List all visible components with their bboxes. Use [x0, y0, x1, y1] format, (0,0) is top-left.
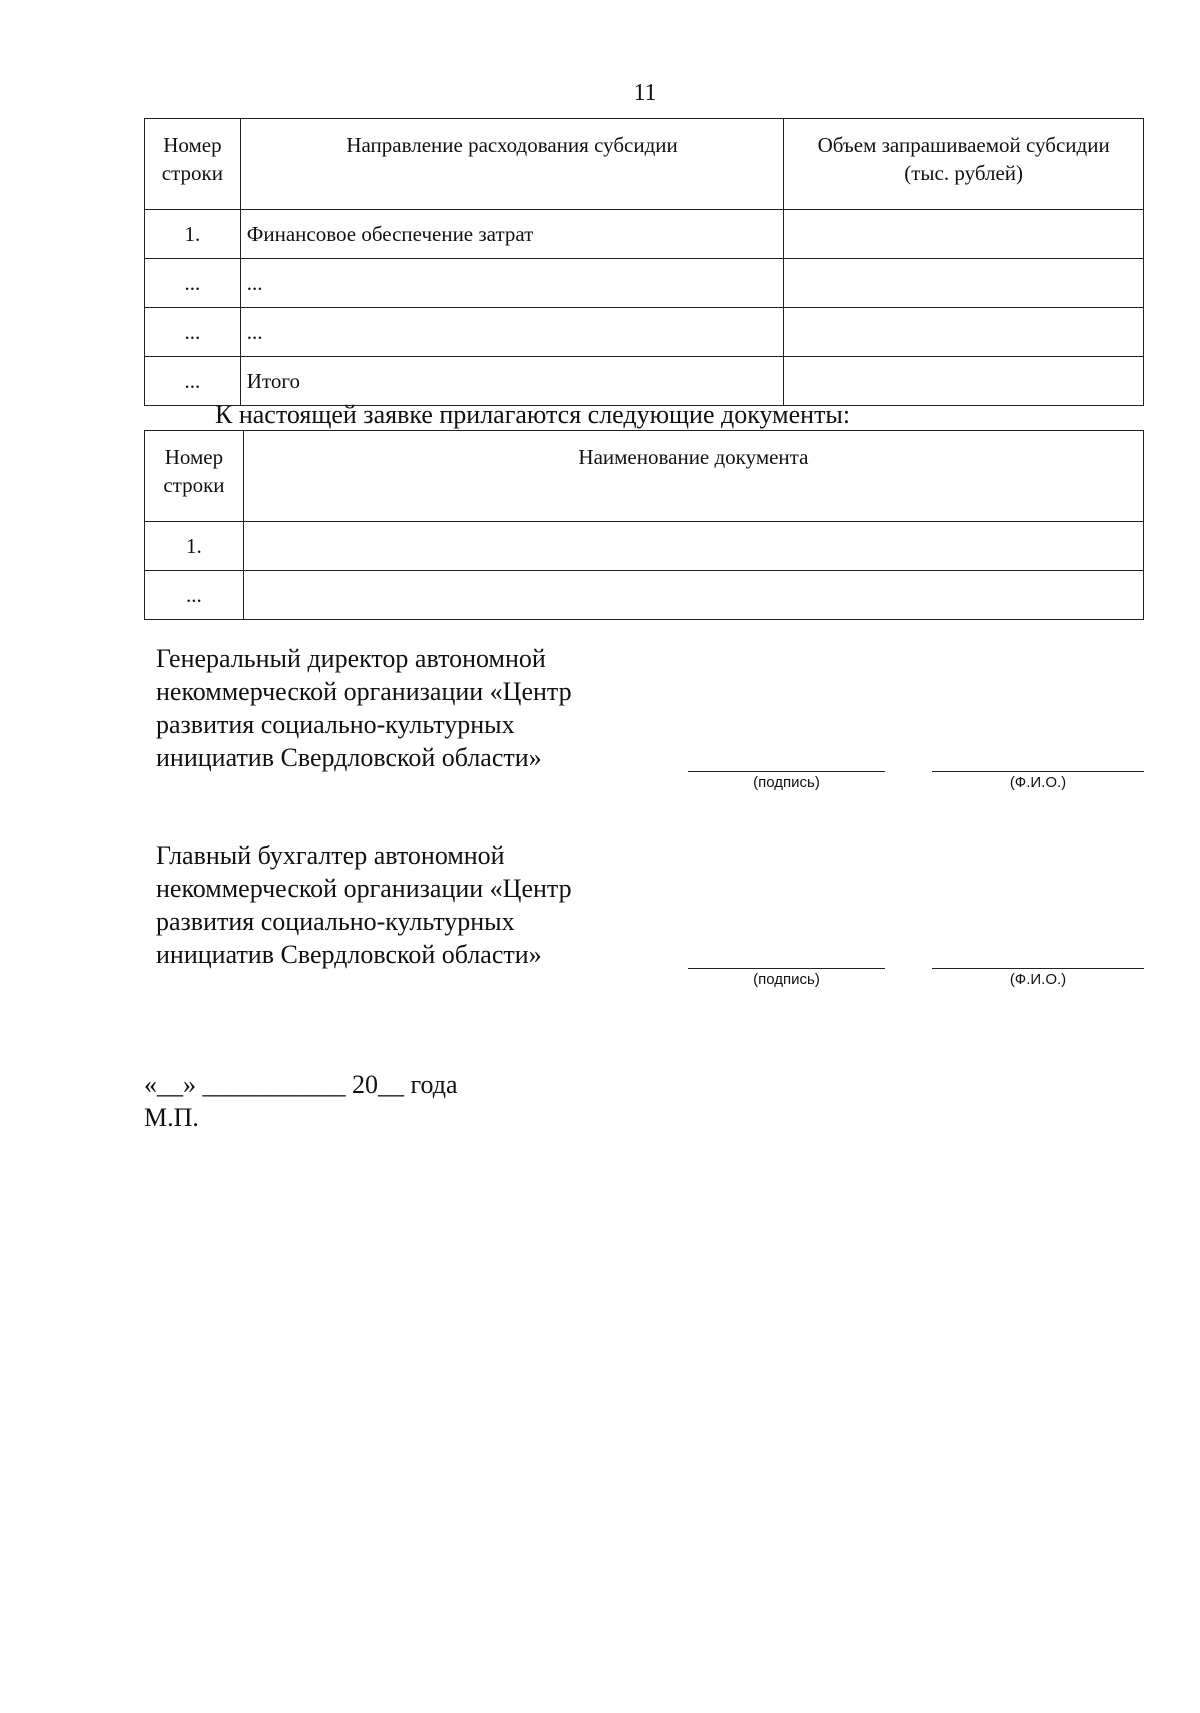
stamp-place: М.П. — [144, 1103, 199, 1132]
director-name-line — [932, 771, 1144, 772]
director-signature-line — [688, 771, 885, 772]
header-document-name — [243, 431, 1143, 522]
director-title — [156, 642, 676, 774]
subsidy-table — [144, 118, 1144, 406]
header-row-number-text: Номер строки — [161, 133, 223, 185]
cell-direction: Финансовое обеспечение затрат — [240, 210, 784, 259]
director-title-line: развития социально-культурных — [156, 710, 515, 739]
date-line: «__» ___________ 20__ года — [144, 1070, 458, 1099]
header-row-number — [145, 119, 241, 210]
cell-amount — [784, 259, 1144, 308]
accountant-title — [156, 839, 676, 971]
accountant-title-line: Главный бухгалтер автономной — [156, 841, 505, 870]
table-row — [145, 259, 1144, 308]
cell-amount — [784, 357, 1144, 406]
table-row — [145, 522, 1144, 571]
cell-amount — [784, 308, 1144, 357]
documents-intro: К настоящей заявке прилагаются следующие документы: — [215, 400, 851, 429]
documents-table — [144, 430, 1144, 620]
header-amount — [784, 119, 1144, 210]
accountant-name-caption: (Ф.И.О.) — [1009, 971, 1067, 988]
accountant-signature-caption: (подпись) — [753, 971, 820, 988]
accountant-title-line: развития социально-культурных — [156, 907, 515, 936]
cell-document-name — [243, 571, 1143, 620]
director-name-caption: (Ф.И.О.) — [1009, 774, 1067, 791]
cell-number: 1. — [145, 522, 244, 571]
header-direction-text: Направление расходования субсидии — [346, 133, 678, 157]
accountant-signature-line — [688, 968, 885, 969]
header-direction — [240, 119, 784, 210]
cell-direction: ... — [240, 308, 784, 357]
accountant-title-line: некоммерческой организации «Центр — [156, 874, 572, 903]
cell-number: ... — [145, 571, 244, 620]
page-number: 11 — [633, 80, 657, 106]
director-signature-caption: (подпись) — [753, 774, 820, 791]
cell-direction: Итого — [240, 357, 784, 406]
header-row-number — [145, 431, 244, 522]
cell-number: ... — [145, 357, 241, 406]
cell-direction: ... — [240, 259, 784, 308]
header-row-number-text: Номер строки — [163, 445, 225, 497]
accountant-title-line: инициатив Свердловской области» — [156, 940, 542, 969]
director-title-line: инициатив Свердловской области» — [156, 743, 542, 772]
cell-number: ... — [145, 259, 241, 308]
table-row — [145, 357, 1144, 406]
director-title-line: некоммерческой организации «Центр — [156, 677, 572, 706]
header-amount-text: Объем запрашиваемой субсидии (тыс. рублей) — [817, 133, 1110, 185]
accountant-name-line — [932, 968, 1144, 969]
header-document-name-text: Наименование документа — [578, 445, 809, 469]
director-title-line: Генеральный директор автономной — [156, 644, 546, 673]
table-row — [145, 210, 1144, 259]
table-header-row — [145, 119, 1144, 210]
table-row — [145, 571, 1144, 620]
cell-document-name — [243, 522, 1143, 571]
cell-number: 1. — [145, 210, 241, 259]
table-header-row — [145, 431, 1144, 522]
table-row — [145, 308, 1144, 357]
cell-number: ... — [145, 308, 241, 357]
cell-amount — [784, 210, 1144, 259]
